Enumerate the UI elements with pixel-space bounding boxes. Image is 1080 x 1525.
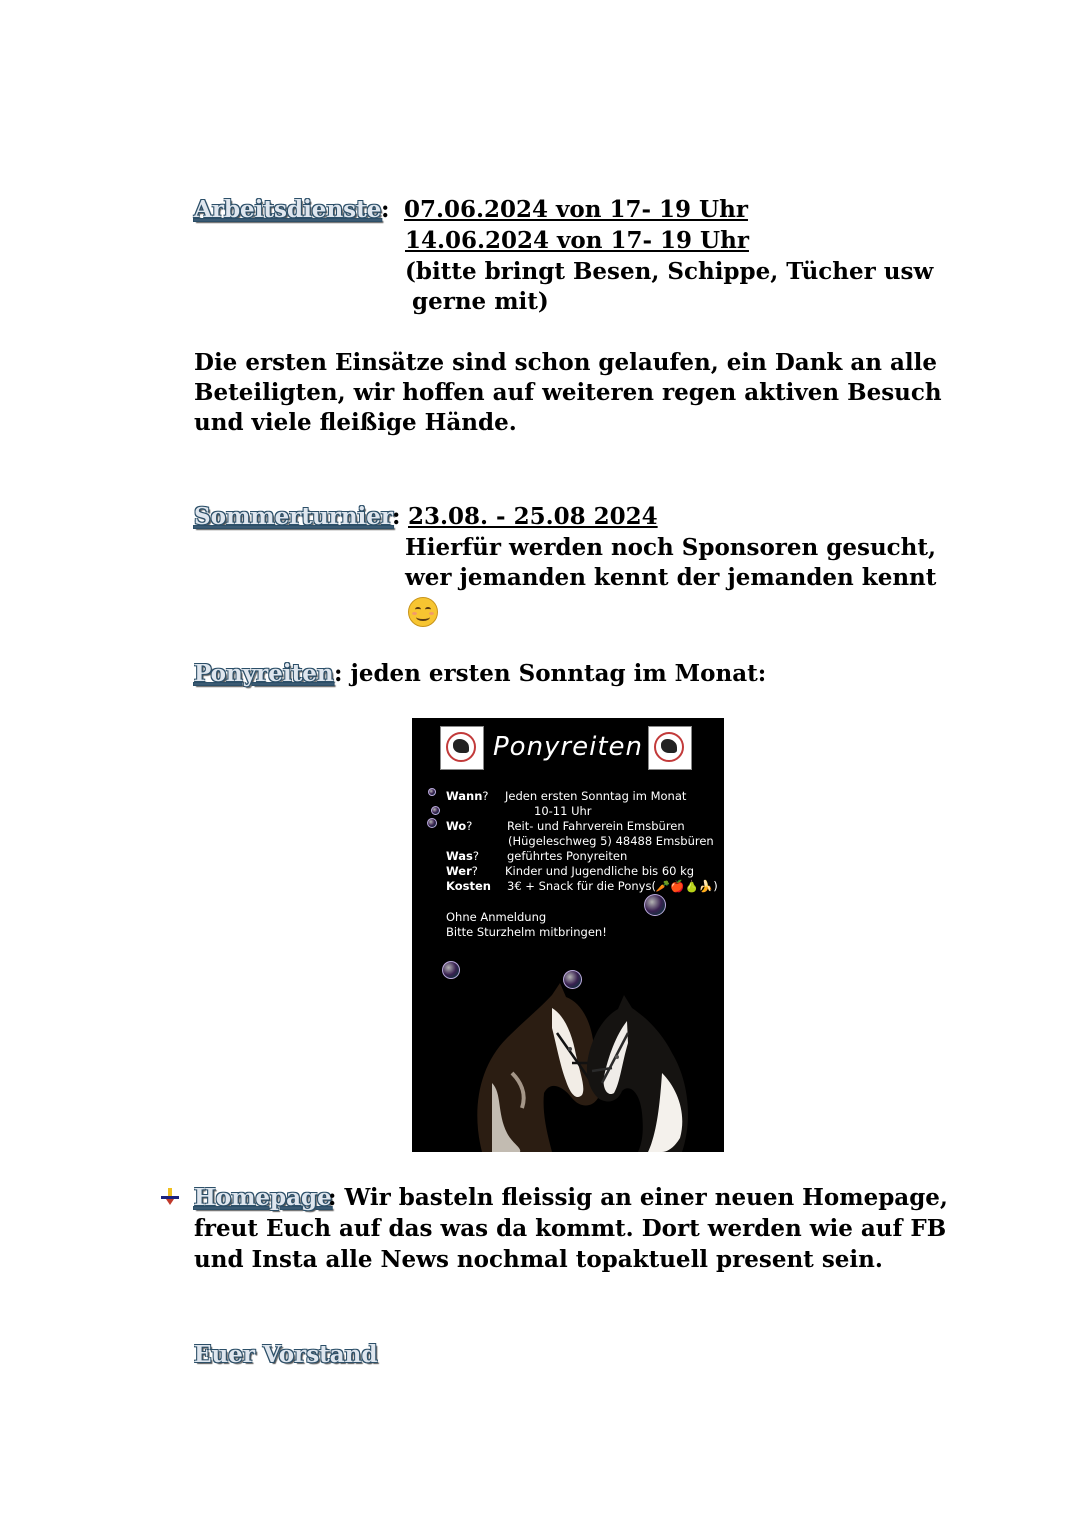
sommerturnier-dates: 23.08. - 25.08 2024 [408, 503, 658, 530]
thanks-line-3: und viele fleißige Hände. [194, 409, 517, 436]
homepage-line-1: : Wir basteln fleissig an einer neuen Homepage, [328, 1184, 948, 1211]
poster-row-wer: Wer? [446, 864, 478, 878]
thanks-line-1: Die ersten Einsätze sind schon gelaufen, ein Dank an alle [194, 349, 938, 376]
poster-title: Ponyreiten [492, 732, 644, 762]
poster-value-wer: Kinder und Jugendliche bis 60 kg [505, 864, 695, 878]
club-logo-left [440, 726, 484, 770]
ponyreiten-heading: Ponyreiten [194, 660, 334, 687]
homepage-heading: Homepage [194, 1184, 332, 1211]
arbeitsdienst-date-2: 14.06.2024 von 17- 19 Uhr [405, 227, 749, 254]
poster-note-2: Bitte Sturzhelm mitbringen! [446, 925, 607, 939]
arbeitsdienst-note-2: gerne mit) [412, 288, 549, 315]
homepage-line-2: freut Euch auf das was da kommt. Dort werden wie auf FB [194, 1215, 947, 1242]
arbeitsdienste-heading: Arbeitsdienste [194, 196, 382, 223]
poster-value-wo: Reit- und Fahrverein Emsbüren [507, 819, 685, 833]
sommerturnier-colon: : [392, 503, 401, 530]
signature: Euer Vorstand [194, 1341, 378, 1368]
bullet-arrow-icon [161, 1188, 179, 1206]
bubble-decoration [431, 806, 440, 815]
smiling-face-icon [408, 597, 438, 631]
poster-row-was: Was? [446, 849, 479, 863]
poster-value-time: 10-11 Uhr [534, 804, 592, 818]
homepage-line-3: und Insta alle News nochmal topaktuell present sein. [194, 1246, 883, 1273]
arbeitsdienste-colon: : [381, 196, 390, 223]
arbeitsdienst-date-1: 07.06.2024 von 17- 19 Uhr [404, 196, 748, 223]
poster-value-address: (Hügeleschweg 5) 48488 Emsbüren [508, 834, 714, 848]
poster-value-wann: Jeden ersten Sonntag im Monat [505, 789, 687, 803]
ponyreiten-poster [412, 718, 724, 1152]
poster-note-1: Ohne Anmeldung [446, 910, 547, 924]
sommerturnier-heading: Sommerturnier [194, 503, 394, 530]
bubble-decoration [428, 788, 436, 796]
poster-row-wann: Wann? [446, 789, 489, 803]
poster-row-kosten: Kosten [446, 879, 491, 893]
arbeitsdienst-note-1: (bitte bringt Besen, Schippe, Tücher usw [405, 258, 934, 285]
bubble-decoration [644, 894, 666, 916]
ponyreiten-text: : jeden ersten Sonntag im Monat: [334, 660, 767, 687]
thanks-line-2: Beteiligten, wir hoffen auf weiteren regen aktiven Besuch [194, 379, 942, 406]
bubble-decoration [427, 818, 437, 828]
sommerturnier-line-2: wer jemanden kennt der jemanden kennt [405, 564, 937, 591]
club-logo-right [648, 726, 692, 770]
poster-value-kosten: 3€ + Snack für die Ponys(🥕🍎🍐🍌) [507, 879, 718, 893]
sommerturnier-line-1: Hierfür werden noch Sponsoren gesucht, [405, 534, 937, 561]
ponies-photo [452, 973, 692, 1152]
poster-value-was: geführtes Ponyreiten [507, 849, 628, 863]
poster-row-wo: Wo? [446, 819, 473, 833]
